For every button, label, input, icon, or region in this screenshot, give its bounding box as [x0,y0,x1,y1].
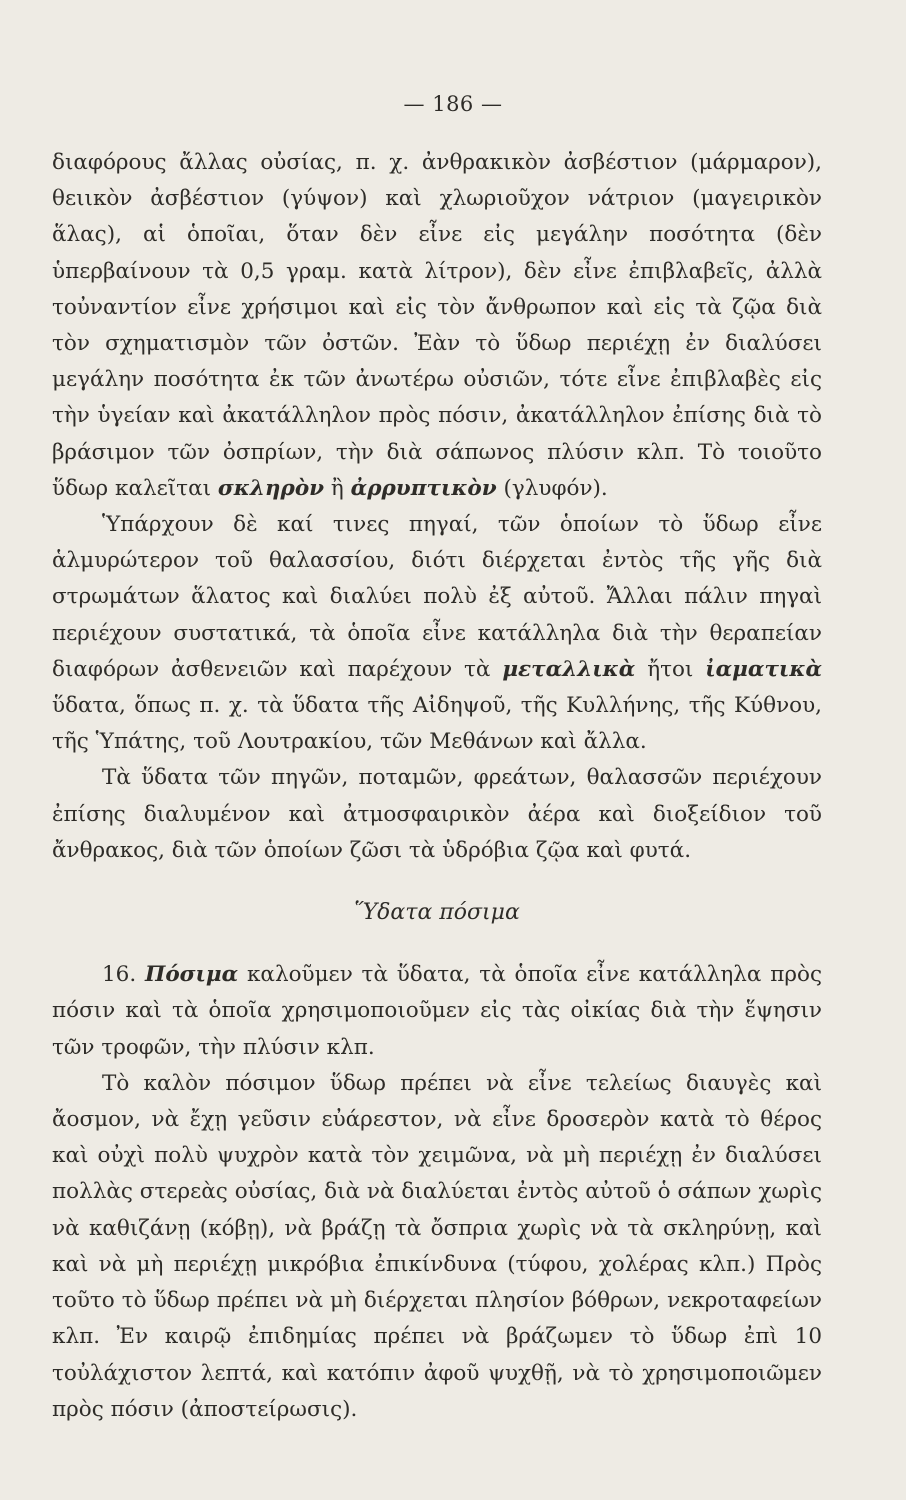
paragraph-3: Τὰ ὕδατα τῶν πηγῶν, ποταμῶν, φρεάτων, θαλασσῶν περιέχουν ἐπίσης διαλυμένον καὶ ἀτμοσφαιρικὸν ἀέρα καὶ διοξείδιον τοῦ ἄνθρακος, διὰ τῶν ὁποίων ζῶσι τὰ ὑδρόβια ζῷα καὶ φυτά. [52,765,822,863]
term-healing: ἰαματικὰ [705,656,822,682]
paragraph-5: Τὸ καλὸν πόσιμον ὕδωρ πρέπει νὰ εἶνε τελείως διαυγὲς καὶ ἄοσμον, νὰ ἔχῃ γεῦσιν εὐάρεστον, νὰ εἶνε δροσερὸν κατὰ τὸ θέρος καὶ οὐχὶ πολὺ ψυχρὸν κατὰ τὸν χειμῶνα, νὰ μὴ περιέχῃ ἐν διαλύσει πολλὰς στερεὰς οὐσίας, διὰ νὰ διαλύεται ἐντὸς αὐτοῦ ὁ σάπων χωρὶς νὰ καθιζάνῃ (κόβῃ), νὰ βράζῃ τὰ ὄσπρια χωρὶς νὰ τὰ σκληρύνῃ, καὶ καὶ νὰ μὴ περιέχῃ μικρόβια ἐπικίνδυνα (τύφου, χολέρας κλπ.) Πρὸς τοῦτο τὸ ὕδωρ πρέπει νὰ μὴ διέρχεται πλησίον βόθρων, νεκροταφείων κλπ. Ἐν καιρῷ ἐπιδημίας πρέπει νὰ βράζωμεν τὸ ὕδωρ ἐπὶ 10 τοὐλάχιστον λεπτά, καὶ κατόπιν ἀφοῦ ψυχθῇ, νὰ τὸ χρησιμοποιῶμεν πρὸς πόσιν (ἀποστείρωσις). [52,1070,822,1422]
conjunction-itoi: ἤτοι [635,656,706,682]
paragraph-2-end: ὕδατα, ὅπως π. χ. τὰ ὕδατα τῆς Αἰδηψοῦ, τῆς Κυλλήνης, τῆς Κύθνου, τῆς Ὑπάτης, τοῦ Λουτρακίου, τῶν Μεθάνων καὶ ἄλλα. [52,693,822,755]
section-heading: Ὕδατα πόσιμα [354,900,520,926]
term-non-lathering: ἀρρυπτικὸν [350,475,497,501]
page-number: — 186 — [403,92,503,116]
paragraph-4-text: καλοῦμεν τὰ ὕδατα, τὰ ὁποῖα εἶνε κατάλληλα πρὸς πόσιν καὶ τὰ ὁποῖα χρησιμοποιοῦμεν εἰς τὰς οἰκίας διὰ τὴν ἕψησιν τῶν τροφῶν, τὴν πλύσιν κλπ. [52,962,822,1060]
body-text [52,145,822,1428]
term-potable: Πόσιμα [145,962,239,988]
paragraph-2-text: Ὑπάρχουν δὲ καί τινες πηγαί, τῶν ὁποίων τὸ ὕδωρ εἶνε ἁλμυρώτερον τοῦ θαλασσίου, διότι διέρχεται ἐντὸς τῆς γῆς διὰ στρωμάτων ἅλατος καὶ διαλύει πολὺ ἐξ αὐτοῦ. Ἄλλαι πάλιν πηγαὶ περιέχουν συστατικά, τὰ ὁποῖα εἶνε κατάλληλα διὰ τὴν θεραπείαν διαφόρων ἀσθενειῶν καὶ παρέχουν τὰ [52,512,822,682]
conjunction-or: ἢ [324,475,351,501]
section-number: 16. [102,962,137,988]
term-metallic: μεταλλικὰ [502,656,636,682]
paragraph-1 [52,145,822,507]
paragraph-4 [52,957,822,1066]
paragraph-1-end: (γλυφόν). [496,475,608,501]
paragraph-1-text: διαφόρους ἄλλας οὐσίας, π. χ. ἀνθρακικὸν ἀσβέστιον (μάρμαρον), θειικὸν ἀσβέστιον (γύψον) καὶ χλωριοῦχον νάτριον (μαγειρικὸν ἅλας), αἱ ὁποῖαι, ὅταν δὲν εἶνε εἰς μεγάλην ποσότητα (δὲν ὑπερβαίνουν τὰ 0,5 γραμ. κατὰ λίτρον), δὲν εἶνε ἐπιβλαβεῖς, ἀλλὰ τοὐναντίον εἶνε χρήσιμοι καὶ εἰς τὸν ἄνθρωπον καὶ εἰς τὰ ζῷα διὰ τὸν σχηματισμὸν τῶν ὀστῶν. Ἐὰν τὸ ὕδωρ περιέχῃ ἐν διαλύσει μεγάλην ποσότητα ἐκ τῶν ἀνωτέρω οὐσιῶν, τότε εἶνε ἐπιβλαβὲς εἰς τὴν ὑγείαν καὶ ἀκατάλληλον πρὸς πόσιν, ἀκατάλληλον ἐπίσης διὰ τὸ βράσιμον τῶν ὀσπρίων, τὴν διὰ σάπωνος πλύσιν κλπ. Τὸ τοιοῦτο ὕδωρ καλεῖται [52,150,822,501]
paragraph-2 [52,507,822,760]
term-hard-water: σκληρὸν [217,475,325,501]
